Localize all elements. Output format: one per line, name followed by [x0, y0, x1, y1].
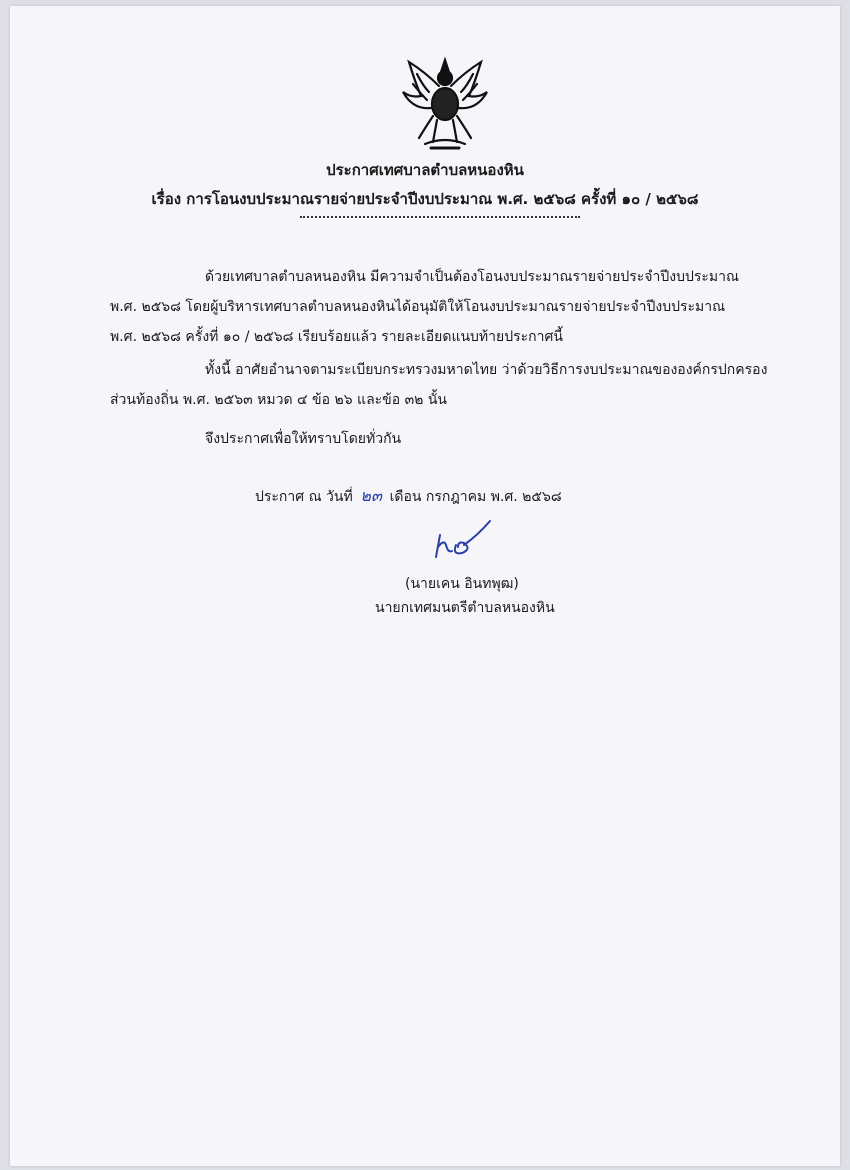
announcement-subject: เรื่อง การโอนงบประมาณรายจ่ายประจำปีงบประมาณ พ.ศ. ๒๕๖๘ ครั้งที่ ๑๐ / ๒๕๖๘: [151, 190, 699, 208]
paragraph-2-line-1: ทั้งนี้ อาศัยอำนาจตามระเบียบกระทรวงมหาดไทย ว่าด้วยวิธีการงบประมาณขององค์กรปกครอง: [205, 362, 768, 378]
signature-icon: [428, 515, 498, 565]
paragraph-1-line-2: พ.ศ. ๒๕๖๘ โดยผู้บริหารเทศบาลตำบลหนองหินได้อนุมัติให้โอนงบประมาณรายจ่ายประจำปีงบประมาณ: [110, 299, 726, 315]
dotted-separator: [300, 216, 580, 218]
signatory-name: (นายเคน อินทพุฒ): [405, 576, 519, 592]
paragraph-2-line-2: ส่วนท้องถิ่น พ.ศ. ๒๕๖๓ หมวด ๔ ข้อ ๒๖ และข้อ ๓๒ นั้น: [110, 392, 447, 408]
date-suffix: เดือน กรกฎาคม พ.ศ. ๒๕๖๘: [389, 489, 562, 505]
paragraph-3: จึงประกาศเพื่อให้ทราบโดยทั่วกัน: [205, 431, 402, 447]
paragraph-2: [110, 355, 780, 415]
signatory-position: นายกเทศมนตรีตำบลหนองหิน: [375, 600, 555, 616]
paragraph-1-line-1: ด้วยเทศบาลตำบลหนองหิน มีความจำเป็นต้องโอนงบประมาณรายจ่ายประจำปีงบประมาณ: [205, 269, 739, 285]
date-prefix: ประกาศ ณ วันที่: [255, 489, 353, 505]
garuda-emblem-icon: [395, 52, 495, 152]
announcement-date: [255, 484, 562, 509]
paragraph-1: [110, 262, 780, 352]
paragraph-1-line-3: พ.ศ. ๒๕๖๘ ครั้งที่ ๑๐ / ๒๕๖๘ เรียบร้อยแล้ว รายละเอียดแนบท้ายประกาศนี้: [110, 329, 563, 345]
date-day-handwritten: ๒๓: [360, 486, 382, 505]
announcement-title: ประกาศเทศบาลตำบลหนองหิน: [326, 161, 524, 179]
